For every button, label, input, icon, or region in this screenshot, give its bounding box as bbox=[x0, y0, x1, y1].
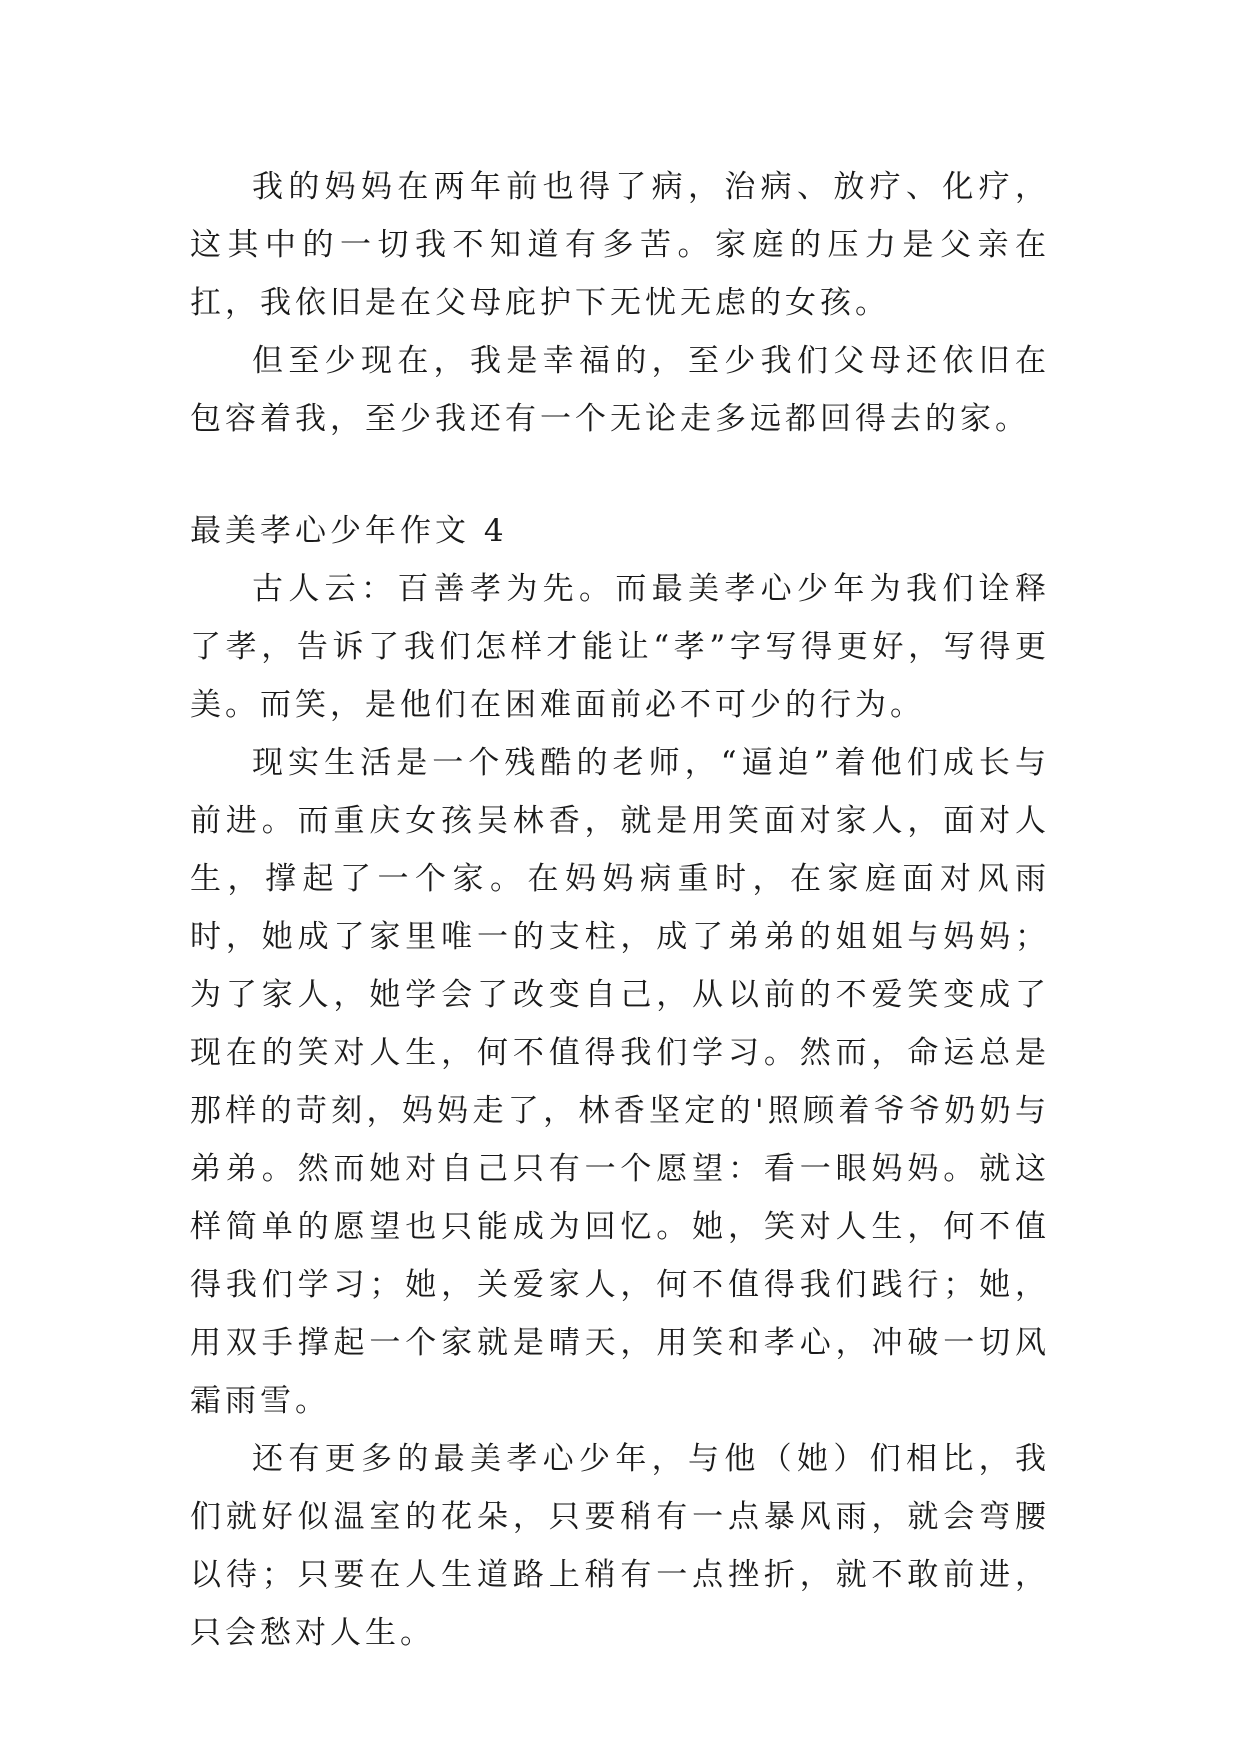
paragraph: 现实生活是一个残酷的老师，“逼迫”着他们成长与前进。而重庆女孩吴林香，就是用笑面对家人，面对人生，撑起了一个家。在妈妈病重时，在家庭面对风雨时，她成了家里唯一的支柱，成了弟弟的姐姐与妈妈；为了家人，她学会了改变自己，从以前的不爱笑变成了现在的笑对人生，何不值得我们学习。然而，命运总是那样的苛刻，妈妈走了，林香坚定的'照顾着爷爷奶奶与弟弟。然而她对自己只有一个愿望：看一眼妈妈。就这样简单的愿望也只能成为回忆。她，笑对人生，何不值得我们学习；她，关爱家人，何不值得我们践行；她，用双手撑起一个家就是晴天，用笑和孝心，冲破一切风霜雨雪。 bbox=[190, 745, 1050, 1419]
document-page bbox=[190, 158, 1050, 1662]
paragraph: 但至少现在，我是幸福的，至少我们父母还依旧在包容着我，至少我还有一个无论走多远都回得去的家。 bbox=[190, 343, 1050, 437]
section-heading: 最美孝心少年作文 4 bbox=[190, 513, 508, 549]
paragraph: 古人云：百善孝为先。而最美孝心少年为我们诠释了孝，告诉了我们怎样才能让“孝”字写得更好，写得更美。而笑，是他们在困难面前必不可少的行为。 bbox=[190, 571, 1050, 723]
paragraph: 我的妈妈在两年前也得了病，治病、放疗、化疗，这其中的一切我不知道有多苦。家庭的压力是父亲在扛，我依旧是在父母庇护下无忧无虑的女孩。 bbox=[190, 169, 1050, 321]
paragraph: 还有更多的最美孝心少年，与他（她）们相比，我们就好似温室的花朵，只要稍有一点暴风雨，就会弯腰以待；只要在人生道路上稍有一点挫折，就不敢前进，只会愁对人生。 bbox=[190, 1441, 1050, 1651]
